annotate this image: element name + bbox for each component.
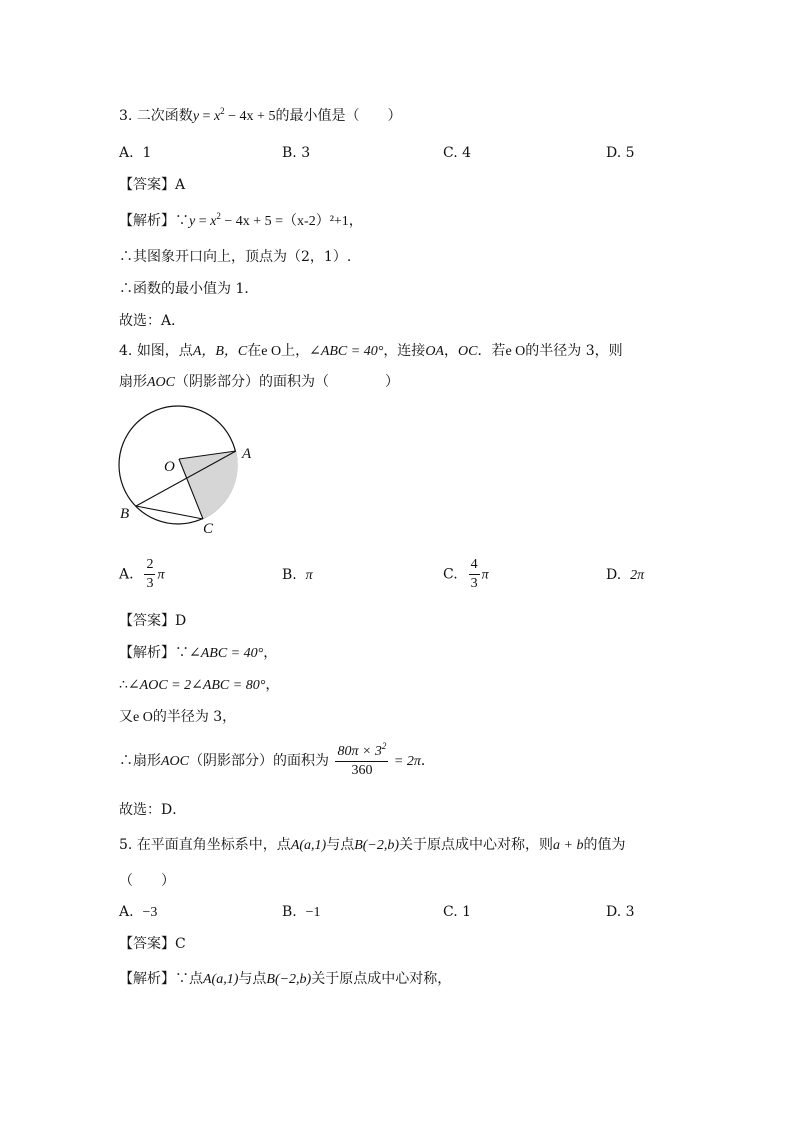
- q3-conclusion: 故选：A．: [119, 313, 186, 329]
- label-b: B: [120, 506, 130, 522]
- q5-option-c: C. 1: [443, 904, 472, 920]
- q3-answer: 【答案】A: [119, 177, 186, 193]
- q4-option-b: B. π: [282, 567, 313, 583]
- q5-answer: 【答案】C: [119, 936, 186, 952]
- segment-bc: [136, 506, 203, 519]
- q4-stem-line2: 扇形AOC（阴影部分）的面积为（ ）: [119, 374, 399, 390]
- q3-stem: 3. 二次函数$y = x^2 - 4x + 5$的最小值是（ ）: [119, 106, 402, 124]
- q3-option-c: C. 4: [443, 145, 472, 161]
- q4-option-c: C. $\frac{4}{3}$ π: [443, 557, 489, 591]
- label-c: C: [203, 521, 214, 537]
- circle-figure: [115, 405, 255, 540]
- q5-stem-line1: 5. 在平面直角坐标系中，点A(a,1)与点B(−2,b)关于原点成中心对称，则a + b的值为: [119, 837, 626, 853]
- shaded-sector: [179, 451, 238, 519]
- q5-option-b: B. −1: [282, 904, 321, 920]
- q4-conclusion: 故选：D．: [119, 802, 187, 818]
- q3-analysis-line2: ∴其图象开口向上，顶点为（2，1）.: [119, 249, 352, 265]
- q3-option-a: A. 1: [119, 145, 152, 161]
- q5-analysis: 【解析】∵点A(a,1)与点B(−2,b)关于原点成中心对称，: [119, 971, 452, 987]
- q4-stem-line1: 4. 如图，点A，B，C在e O上，∠ABC = 40°，连接OA，OC．若e O的半径为 3，则: [119, 343, 623, 359]
- q4-option-a: A. $\frac{2}{3}$ π: [119, 557, 165, 591]
- q3-option-d: D. 5: [606, 145, 635, 161]
- q4-answer: 【答案】D: [119, 613, 187, 629]
- q5-stem-line2: （ ）: [119, 873, 175, 889]
- label-a: A: [242, 446, 252, 462]
- q4-analysis-line3: 又e O的半径为 3，: [119, 709, 237, 725]
- q5-option-a: A. −3: [119, 904, 158, 920]
- q4-analysis: 【解析】∵∠ABC = 40°，: [119, 645, 278, 661]
- label-o: O: [164, 459, 175, 475]
- q5-option-d: D. 3: [606, 904, 635, 920]
- q4-analysis-line4: ∴扇形AOC（阴影部分）的面积为 $\frac{80\pi \times 3^2}{360}$ = 2π．: [119, 740, 435, 778]
- q3-analysis: 【解析】∵y = $x^2 - 4x + 5 =(x-2)^2+1$，: [119, 211, 363, 229]
- q4-option-d: D. 2π: [606, 567, 645, 583]
- q4-analysis-line2: ∴∠AOC = 2∠ABC = 80°，: [119, 677, 280, 693]
- q3-analysis-line3: ∴函数的最小值为 1．: [119, 281, 259, 297]
- q3-option-b: B. 3: [282, 145, 311, 161]
